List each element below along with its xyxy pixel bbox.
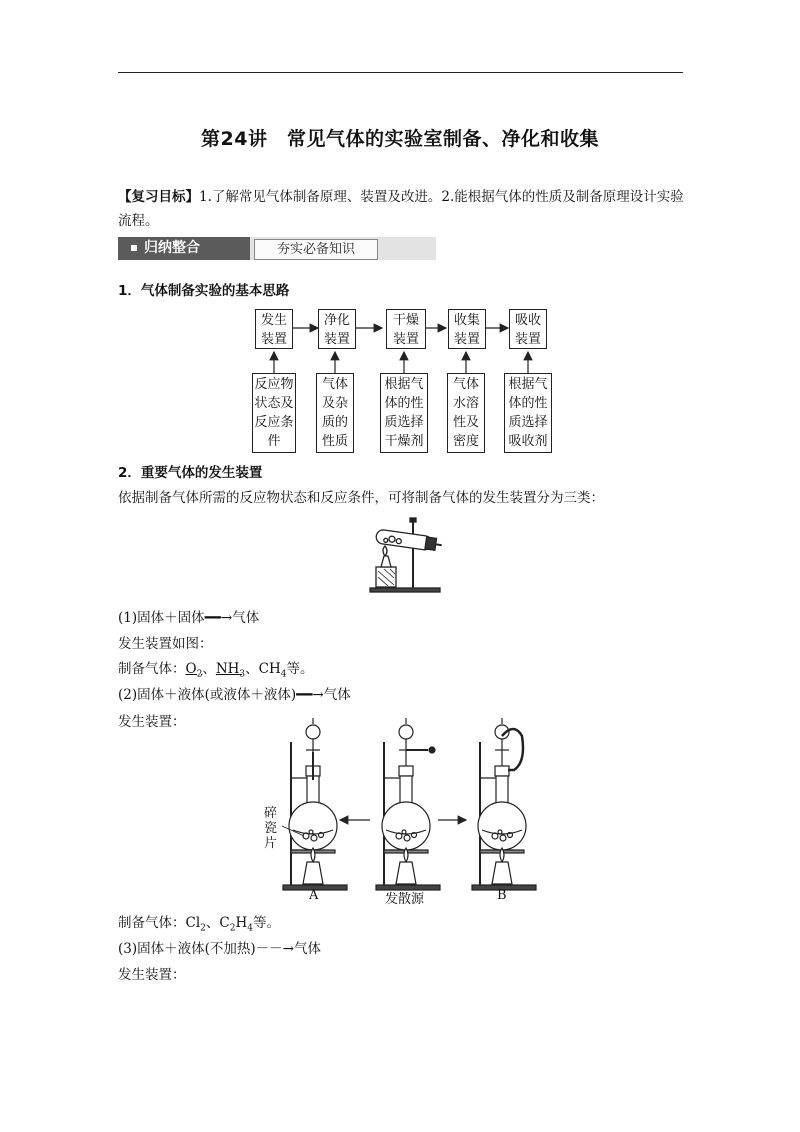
banner-summary-label: 归纳整合 <box>118 237 250 260</box>
case1-device: 发生装置如图： <box>118 636 213 652</box>
section2-heading: 2．重要气体的发生装置 <box>118 465 263 481</box>
stage-collection: 收集 装置 <box>448 309 486 349</box>
case2-gases: 制备气体：$Cl_2$、$C_2H_4$等。 <box>118 915 280 934</box>
case1-header: (1)固体＋固体━━→气体 <box>118 610 260 626</box>
goal-label: 【复习目标】 <box>118 189 199 205</box>
page-title: 第24讲 常见气体的实验室制备、净化和收集 <box>201 128 599 150</box>
case3-device: 发生装置： <box>118 967 186 983</box>
condition-drying: 根据气 体的性 质选择 干燥剂 <box>380 373 428 453</box>
section2-intro: 依据制备气体所需的反应物状态和反应条件，可将制备气体的发生装置分为三类： <box>118 490 604 506</box>
figure-label-b: B <box>497 888 507 903</box>
figure-label-a: A <box>309 888 319 903</box>
section1-heading: 1．气体制备实验的基本思路 <box>118 283 290 299</box>
side-label-porcelain: 碎 瓷 片 <box>264 806 278 851</box>
stage-generation: 发生 装置 <box>255 309 293 349</box>
condition-generation: 反应物 状态及 反应条 件 <box>252 373 296 453</box>
case2-device: 发生装置： <box>118 714 186 730</box>
case2-header: (2)固体＋液体(或液体＋液体)━━→气体 <box>118 687 351 703</box>
case1-gases: 制备气体：$O_2$、$NH_3$、$CH_4$等。 <box>118 661 314 680</box>
stage-drying: 干燥 装置 <box>386 309 426 349</box>
condition-purification: 气体 及杂 质的 性质 <box>316 373 354 453</box>
stage-absorption: 吸收 装置 <box>509 309 547 349</box>
condition-absorption: 根据气 体的性 质选择 吸收剂 <box>504 373 552 453</box>
condition-collection: 气体 水溶 性及 密度 <box>447 373 485 453</box>
stage-purification: 净化 装置 <box>318 309 356 349</box>
banner-knowledge-label: 夯实必备知识 <box>254 239 378 260</box>
case3-header: (3)固体＋液体(不加热)－－→气体 <box>118 941 321 957</box>
goal-text: 1.了解常见气体制备原理、装置及改进。2.能根据气体的性质及制备原理设计实验流程。 <box>118 189 684 229</box>
figure-label-center: 发散源 <box>385 892 425 907</box>
